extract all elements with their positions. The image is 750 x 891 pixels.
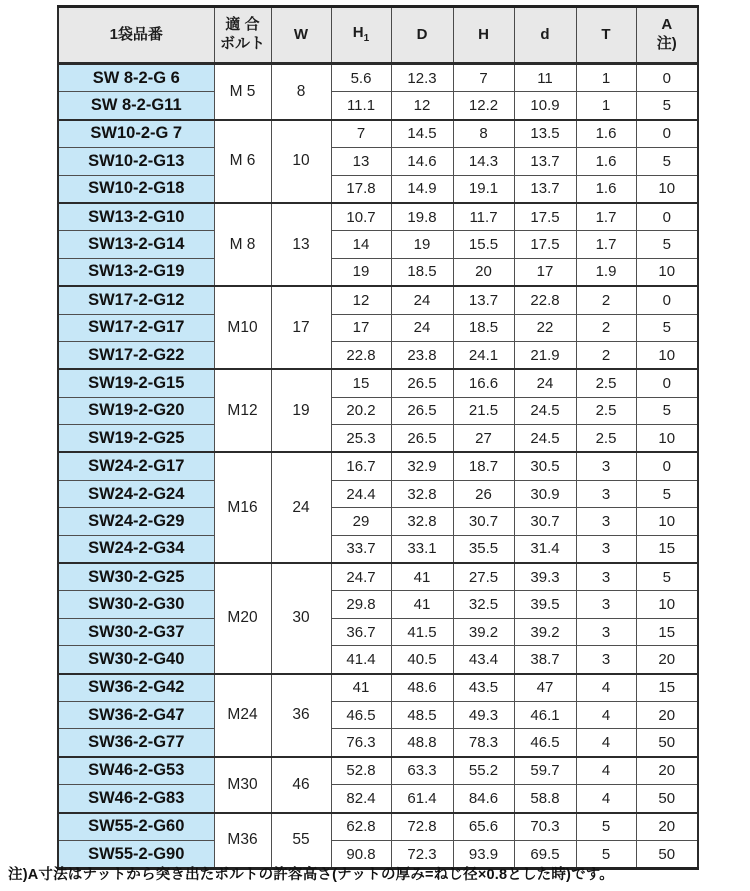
table-row [58, 314, 698, 341]
col-header-w [271, 7, 331, 64]
dimension-cell-t: 4 [576, 701, 636, 728]
dimension-cell-t: 1.7 [576, 203, 636, 231]
dimension-cell-d: 32.8 [391, 480, 453, 507]
dimension-cell-a: 5 [636, 231, 698, 258]
col-header-h1-label: H [352, 24, 364, 42]
dimension-cell-d: 33.1 [391, 535, 453, 563]
dimension-cell-h1: 29.8 [331, 591, 391, 618]
dimension-cell-t: 2.5 [576, 369, 636, 397]
dimension-cell-a: 50 [636, 840, 698, 868]
dimension-cell-d: 72.8 [391, 813, 453, 841]
dimension-cell-d: 41 [391, 563, 453, 591]
dimension-cell-d: 63.3 [391, 757, 453, 785]
dimension-cell-t: 3 [576, 563, 636, 591]
dimension-cell-d: 48.8 [391, 729, 453, 757]
dimension-cell-d: 24.5 [514, 425, 576, 453]
dimension-cell-a: 0 [636, 203, 698, 231]
dimension-cell-t: 3 [576, 480, 636, 507]
compatible-bolt-cell: M12 [214, 369, 271, 452]
part-number-cell: SW19-2-G15 [58, 369, 214, 397]
header-row [58, 7, 698, 64]
dimension-cell-a: 10 [636, 258, 698, 286]
dimension-cell-h1: 15 [331, 369, 391, 397]
dimension-cell-t: 1.6 [576, 148, 636, 175]
table-row [58, 231, 698, 258]
dimension-cell-h1: 82.4 [331, 785, 391, 813]
dimension-cell-h: 20 [453, 258, 514, 286]
dimension-cell-a: 0 [636, 452, 698, 480]
dimension-cell-d: 14.6 [391, 148, 453, 175]
dimension-cell-a: 5 [636, 397, 698, 424]
col-header-compatible-bolt-line2: ボルト [219, 35, 265, 52]
dimension-cell-t: 4 [576, 785, 636, 813]
table-row [58, 148, 698, 175]
dimension-cell-h: 39.2 [453, 618, 514, 645]
dimension-cell-d: 30.9 [514, 480, 576, 507]
dimension-cell-d: 32.8 [391, 508, 453, 535]
dimension-cell-d: 72.3 [391, 840, 453, 868]
part-number-cell: SW10-2-G 7 [58, 120, 214, 148]
width-across-flats-cell: 10 [271, 120, 331, 203]
dimension-cell-d: 21.9 [514, 341, 576, 369]
table-row [58, 535, 698, 563]
part-number-cell: SW30-2-G37 [58, 618, 214, 645]
dimension-cell-a: 10 [636, 425, 698, 453]
dimension-cell-h1: 22.8 [331, 341, 391, 369]
dimension-cell-d: 13.7 [514, 175, 576, 203]
col-header-h1-subscript: 1 [363, 33, 370, 45]
compatible-bolt-cell: M10 [214, 286, 271, 369]
compatible-bolt-cell: M 5 [214, 64, 271, 120]
dimension-cell-d: 26.5 [391, 369, 453, 397]
dimension-cell-d: 13.7 [514, 148, 576, 175]
dimension-cell-d: 17.5 [514, 231, 576, 258]
part-number-cell: SW30-2-G40 [58, 646, 214, 674]
dimension-cell-t: 3 [576, 508, 636, 535]
part-number-cell: SW19-2-G25 [58, 425, 214, 453]
dimension-cell-d: 26.5 [391, 397, 453, 424]
table-row [58, 701, 698, 728]
dimension-cell-h1: 62.8 [331, 813, 391, 841]
dimension-cell-t: 1.6 [576, 120, 636, 148]
part-number-cell: SW 8-2-G11 [58, 92, 214, 120]
dimension-cell-h1: 19 [331, 258, 391, 286]
dimension-cell-h1: 25.3 [331, 425, 391, 453]
col-header-h1 [331, 7, 391, 64]
width-across-flats-cell: 13 [271, 203, 331, 286]
dimension-cell-d: 38.7 [514, 646, 576, 674]
table-row [58, 397, 698, 424]
part-number-cell: SW55-2-G90 [58, 840, 214, 868]
dimension-cell-d: 26.5 [391, 425, 453, 453]
dimension-cell-d: 11 [514, 64, 576, 92]
part-number-cell: SW36-2-G77 [58, 729, 214, 757]
part-number-cell: SW13-2-G19 [58, 258, 214, 286]
dimension-cell-h1: 14 [331, 231, 391, 258]
dimension-cell-a: 10 [636, 508, 698, 535]
dimension-cell-h1: 52.8 [331, 757, 391, 785]
dimension-cell-d: 24 [391, 314, 453, 341]
part-number-cell: SW46-2-G83 [58, 785, 214, 813]
dimension-cell-d: 30.7 [514, 508, 576, 535]
part-number-cell: SW24-2-G34 [58, 535, 214, 563]
dimension-cell-h1: 41 [331, 674, 391, 702]
dimension-cell-d: 24 [514, 369, 576, 397]
dimension-cell-t: 3 [576, 591, 636, 618]
dimension-cell-d: 69.5 [514, 840, 576, 868]
dimension-cell-a: 20 [636, 646, 698, 674]
col-header-t [576, 7, 636, 64]
compatible-bolt-cell: M24 [214, 674, 271, 757]
dimension-cell-h: 27 [453, 425, 514, 453]
dimension-cell-t: 3 [576, 452, 636, 480]
part-number-cell: SW17-2-G22 [58, 341, 214, 369]
dimension-cell-h: 7 [453, 64, 514, 92]
table-row [58, 64, 698, 92]
dimension-cell-h1: 11.1 [331, 92, 391, 120]
col-header-compatible-bolt-line1: 適 合 [225, 16, 260, 34]
dimension-cell-h: 18.7 [453, 452, 514, 480]
dimension-cell-h1: 24.4 [331, 480, 391, 507]
dimension-cell-a: 5 [636, 314, 698, 341]
part-number-cell: SW46-2-G53 [58, 757, 214, 785]
dimension-cell-h1: 13 [331, 148, 391, 175]
dimension-cell-h1: 24.7 [331, 563, 391, 591]
part-number-cell: SW10-2-G13 [58, 148, 214, 175]
width-across-flats-cell: 55 [271, 813, 331, 869]
part-number-cell: SW36-2-G42 [58, 674, 214, 702]
dimension-cell-a: 20 [636, 757, 698, 785]
dimension-cell-h: 43.5 [453, 674, 514, 702]
dimension-cell-d: 22.8 [514, 286, 576, 314]
dimension-cell-t: 4 [576, 729, 636, 757]
table-row [58, 729, 698, 757]
dimension-cell-t: 2 [576, 314, 636, 341]
dimension-cell-h1: 29 [331, 508, 391, 535]
dimension-cell-d: 59.7 [514, 757, 576, 785]
table-row [58, 508, 698, 535]
part-number-cell: SW17-2-G12 [58, 286, 214, 314]
dimension-cell-a: 15 [636, 535, 698, 563]
dimension-cell-h: 15.5 [453, 231, 514, 258]
dimension-cell-a: 50 [636, 729, 698, 757]
dimension-cell-h: 27.5 [453, 563, 514, 591]
table-row [58, 785, 698, 813]
dimension-cell-h: 32.5 [453, 591, 514, 618]
table-row [58, 563, 698, 591]
dimension-cell-d: 12 [391, 92, 453, 120]
col-header-d-major [391, 7, 453, 64]
dimension-cell-t: 2 [576, 341, 636, 369]
dimension-cell-h1: 33.7 [331, 535, 391, 563]
dimension-cell-t: 3 [576, 535, 636, 563]
dimension-cell-h1: 46.5 [331, 701, 391, 728]
col-header-a-note [636, 7, 698, 64]
compatible-bolt-cell: M36 [214, 813, 271, 869]
dimension-cell-d: 22 [514, 314, 576, 341]
dimension-cell-d: 39.5 [514, 591, 576, 618]
col-header-h [453, 7, 514, 64]
col-header-d-major-label: D [416, 25, 428, 43]
col-header-a-note-line1: A [661, 16, 673, 34]
dimension-cell-h1: 12 [331, 286, 391, 314]
dimension-cell-h1: 5.6 [331, 64, 391, 92]
col-header-d-minor [514, 7, 576, 64]
dimension-cell-t: 1.7 [576, 231, 636, 258]
dimension-cell-a: 0 [636, 120, 698, 148]
part-number-cell: SW30-2-G30 [58, 591, 214, 618]
col-header-h-label: H [478, 25, 489, 43]
table-row [58, 591, 698, 618]
dimension-cell-t: 1 [576, 92, 636, 120]
dimension-cell-a: 5 [636, 480, 698, 507]
dimension-cell-d: 12.3 [391, 64, 453, 92]
dimension-cell-a: 20 [636, 701, 698, 728]
width-across-flats-cell: 8 [271, 64, 331, 120]
dimension-cell-a: 0 [636, 286, 698, 314]
col-header-a-note-line2: 注) [656, 35, 677, 52]
dimension-cell-h1: 41.4 [331, 646, 391, 674]
dimension-cell-d: 70.3 [514, 813, 576, 841]
width-across-flats-cell: 17 [271, 286, 331, 369]
dimension-cell-t: 4 [576, 674, 636, 702]
compatible-bolt-cell: M 6 [214, 120, 271, 203]
dimension-cell-h: 26 [453, 480, 514, 507]
table-row [58, 341, 698, 369]
dimension-cell-d: 14.5 [391, 120, 453, 148]
table-row [58, 120, 698, 148]
col-header-d-minor-label: d [540, 25, 550, 43]
footnote: 注)A寸法はナットから突き出たボルトの許容高さ(ナットの厚み=ねじ径×0.8とした時)です。 [8, 867, 615, 883]
dimension-cell-d: 30.5 [514, 452, 576, 480]
dimension-cell-h: 8 [453, 120, 514, 148]
dimension-cell-h1: 36.7 [331, 618, 391, 645]
dimension-cell-h: 35.5 [453, 535, 514, 563]
width-across-flats-cell: 24 [271, 452, 331, 563]
dimension-cell-h1: 10.7 [331, 203, 391, 231]
part-number-cell: SW 8-2-G 6 [58, 64, 214, 92]
dimension-cell-d: 19 [391, 231, 453, 258]
dimension-cell-d: 61.4 [391, 785, 453, 813]
dimension-cell-a: 5 [636, 563, 698, 591]
dimension-cell-h: 43.4 [453, 646, 514, 674]
dimension-cell-d: 18.5 [391, 258, 453, 286]
dimension-cell-d: 46.5 [514, 729, 576, 757]
dimension-cell-h: 11.7 [453, 203, 514, 231]
part-number-cell: SW24-2-G29 [58, 508, 214, 535]
dimension-cell-a: 0 [636, 64, 698, 92]
dimension-cell-a: 5 [636, 148, 698, 175]
width-across-flats-cell: 30 [271, 563, 331, 674]
dimension-cell-h: 84.6 [453, 785, 514, 813]
dimension-cell-t: 4 [576, 757, 636, 785]
dimension-cell-a: 15 [636, 674, 698, 702]
dimension-cell-d: 32.9 [391, 452, 453, 480]
col-header-compatible-bolt [214, 7, 271, 64]
dimension-cell-t: 1 [576, 64, 636, 92]
table-row [58, 425, 698, 453]
table-row [58, 813, 698, 841]
dimension-cell-h: 14.3 [453, 148, 514, 175]
dimension-cell-h: 30.7 [453, 508, 514, 535]
dimension-cell-h: 93.9 [453, 840, 514, 868]
col-header-t-label: T [601, 25, 611, 43]
dimension-cell-d: 48.6 [391, 674, 453, 702]
col-header-w-label: W [293, 25, 309, 43]
dimension-cell-d: 13.5 [514, 120, 576, 148]
col-header-part-number [58, 7, 214, 64]
part-number-cell: SW24-2-G24 [58, 480, 214, 507]
dimension-cell-t: 5 [576, 813, 636, 841]
table-row [58, 452, 698, 480]
part-number-cell: SW55-2-G60 [58, 813, 214, 841]
dimension-cell-h1: 7 [331, 120, 391, 148]
part-number-cell: SW17-2-G17 [58, 314, 214, 341]
table-row [58, 258, 698, 286]
dimension-cell-h: 19.1 [453, 175, 514, 203]
dimension-cell-a: 10 [636, 591, 698, 618]
dimension-cell-d: 24.5 [514, 397, 576, 424]
dimension-cell-t: 2.5 [576, 397, 636, 424]
table-row [58, 203, 698, 231]
dimension-cell-t: 2.5 [576, 425, 636, 453]
dimension-cell-h1: 90.8 [331, 840, 391, 868]
table-row [58, 480, 698, 507]
dimension-cell-d: 48.5 [391, 701, 453, 728]
table-row [58, 757, 698, 785]
dimension-cell-a: 0 [636, 369, 698, 397]
dimension-cell-d: 31.4 [514, 535, 576, 563]
table-row [58, 286, 698, 314]
dimension-cell-h: 78.3 [453, 729, 514, 757]
dimension-cell-t: 1.9 [576, 258, 636, 286]
compatible-bolt-cell: M16 [214, 452, 271, 563]
dimension-cell-d: 40.5 [391, 646, 453, 674]
part-number-cell: SW30-2-G25 [58, 563, 214, 591]
dimension-cell-d: 41.5 [391, 618, 453, 645]
dimension-cell-h: 49.3 [453, 701, 514, 728]
dimension-cell-a: 10 [636, 341, 698, 369]
dimension-cell-h1: 76.3 [331, 729, 391, 757]
dimension-cell-d: 24 [391, 286, 453, 314]
compatible-bolt-cell: M20 [214, 563, 271, 674]
dimension-spec-table [57, 5, 699, 870]
dimension-cell-t: 1.6 [576, 175, 636, 203]
dimension-cell-t: 3 [576, 618, 636, 645]
width-across-flats-cell: 36 [271, 674, 331, 757]
table-row [58, 369, 698, 397]
dimension-cell-t: 3 [576, 646, 636, 674]
table-body [58, 64, 698, 869]
dimension-cell-d: 14.9 [391, 175, 453, 203]
dimension-cell-h: 18.5 [453, 314, 514, 341]
dimension-cell-t: 2 [576, 286, 636, 314]
table-row [58, 92, 698, 120]
dimension-cell-d: 39.3 [514, 563, 576, 591]
dimension-cell-h1: 17 [331, 314, 391, 341]
dimension-cell-d: 17.5 [514, 203, 576, 231]
table-row [58, 175, 698, 203]
dimension-cell-d: 58.8 [514, 785, 576, 813]
part-number-cell: SW13-2-G10 [58, 203, 214, 231]
col-header-part-number-label: 1袋品番 [109, 25, 163, 43]
dimension-cell-h: 16.6 [453, 369, 514, 397]
dimension-cell-a: 5 [636, 92, 698, 120]
dimension-cell-d: 23.8 [391, 341, 453, 369]
part-number-cell: SW13-2-G14 [58, 231, 214, 258]
width-across-flats-cell: 19 [271, 369, 331, 452]
dimension-cell-d: 46.1 [514, 701, 576, 728]
dimension-cell-h: 21.5 [453, 397, 514, 424]
part-number-cell: SW36-2-G47 [58, 701, 214, 728]
table-row [58, 618, 698, 645]
dimension-cell-h: 24.1 [453, 341, 514, 369]
dimension-cell-d: 10.9 [514, 92, 576, 120]
compatible-bolt-cell: M 8 [214, 203, 271, 286]
part-number-cell: SW10-2-G18 [58, 175, 214, 203]
dimension-cell-t: 5 [576, 840, 636, 868]
dimension-cell-a: 20 [636, 813, 698, 841]
dimension-cell-d: 19.8 [391, 203, 453, 231]
part-number-cell: SW24-2-G17 [58, 452, 214, 480]
dimension-cell-d: 39.2 [514, 618, 576, 645]
dimension-cell-h1: 17.8 [331, 175, 391, 203]
dimension-cell-d: 47 [514, 674, 576, 702]
dimension-cell-h1: 16.7 [331, 452, 391, 480]
width-across-flats-cell: 46 [271, 757, 331, 813]
dimension-cell-h: 65.6 [453, 813, 514, 841]
dimension-cell-a: 10 [636, 175, 698, 203]
dimension-cell-d: 41 [391, 591, 453, 618]
dimension-cell-h: 55.2 [453, 757, 514, 785]
dimension-cell-h: 12.2 [453, 92, 514, 120]
table-row [58, 674, 698, 702]
dimension-cell-d: 17 [514, 258, 576, 286]
dimension-cell-a: 50 [636, 785, 698, 813]
compatible-bolt-cell: M30 [214, 757, 271, 813]
dimension-cell-h1: 20.2 [331, 397, 391, 424]
part-number-cell: SW19-2-G20 [58, 397, 214, 424]
dimension-cell-h: 13.7 [453, 286, 514, 314]
dimension-cell-a: 15 [636, 618, 698, 645]
table-row [58, 646, 698, 674]
